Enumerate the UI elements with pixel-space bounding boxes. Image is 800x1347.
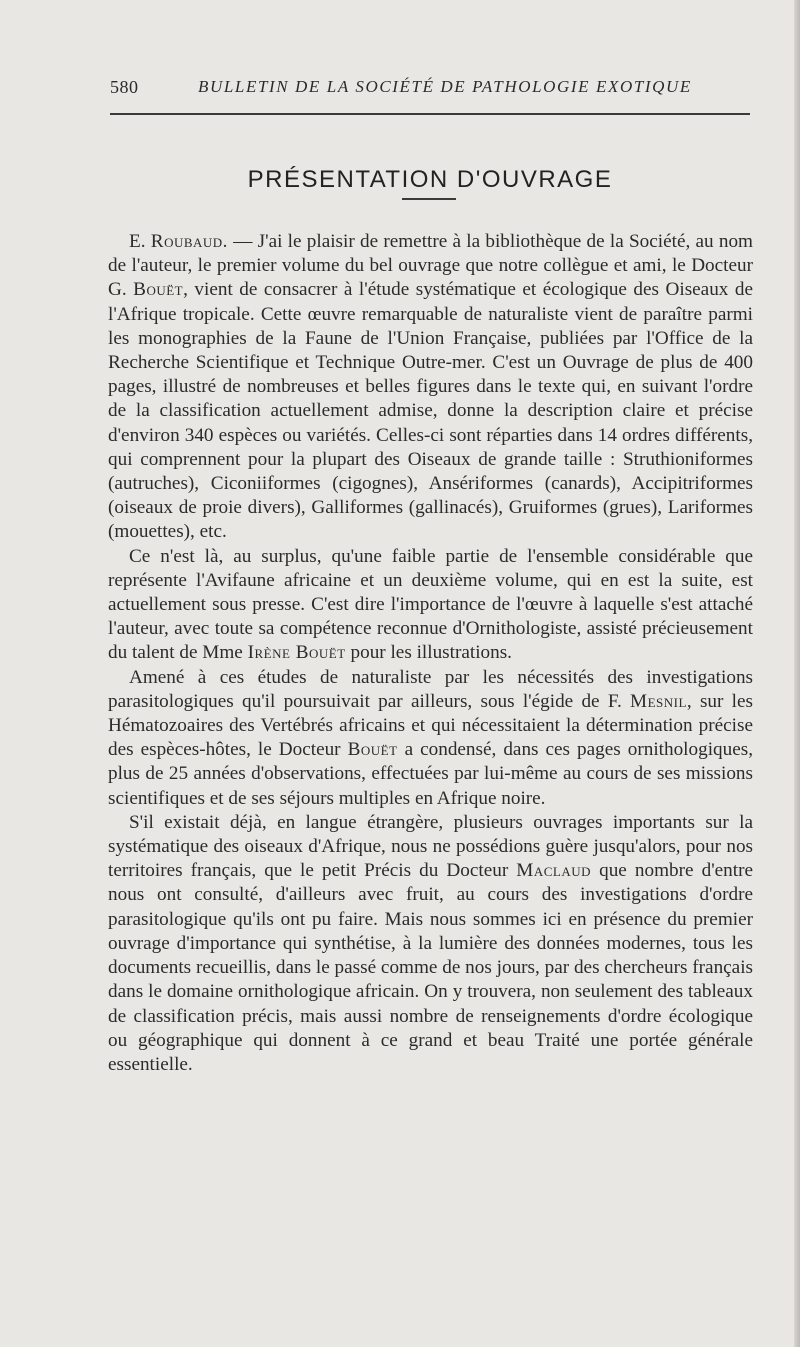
paragraph-3-text-2: , sur les Hématozoaires des Vertébrés africains et qui nécessitaient la détermination précise des espèces-hôtes, le Docteur [108,690,753,761]
article-body [108,230,753,1077]
paragraph-4 [108,811,753,1077]
illustrator-name: Irène Bouët [247,642,346,664]
running-title: BULLETIN DE LA SOCIÉTÉ DE PATHOLOGIE EXOTIQUE [198,77,692,96]
name-bouet: Bouët [347,739,398,761]
section-title: PRÉSENTATION D'OUVRAGE [247,166,613,194]
paragraph-2 [108,545,753,666]
paragraph-3 [108,666,753,811]
paragraph-1 [108,230,753,545]
paragraph-4-text: S'il existait déjà, en langue étrangère, plusieurs ouvrages importants sur la systématique des oiseaux d'Afrique, nous ne possédions guère jusqu'alors, pour nos territoires français, que le petit Précis du Docteur [108,811,753,882]
page-number: 580 [110,77,139,97]
paragraph-3-text-3: a condensé, dans ces pages ornithologiques, plus de 25 années d'observations, effectuées par lui-même au cours de ses missions scientifiques et de ses séjours multiples en Afrique noire. [108,739,753,809]
paragraph-3-text: Amené à ces études de naturaliste par les nécessités des investigations parasitologiques qu'il poursuivait par ailleurs, sous l'égide de F. [108,666,753,712]
running-header [110,77,750,103]
name-mesnil: Mesnil [630,690,687,712]
name-maclaud: Maclaud [516,860,592,882]
paragraph-4-text-2: que nombre d'entre nous ont consulté, d'ailleurs avec fruit, au cours des investigations d'ordre parasitologique qu'ils ont pu faire. Mais nous sommes ici en présence du premier ouvrage d'importance qui synthétise, à la lumière des données modernes, tous les documents recueillis, dans le passé comme de nos jours, par des chercheurs français dans le domaine ornithologique africain. On y trouvera, non seulement des tableaux de classification précis, mais aussi nombre de renseignements d'ordre écologique ou géographique qui donnent à ce grand et beau Traité une portée générale essentielle. [108,860,753,1075]
title-separator-rule [402,198,456,200]
author-prefix: E. [129,231,151,252]
author-name-bouet: Bouët [133,279,184,301]
header-rule [110,113,750,115]
paragraph-2-text: Ce n'est là, au surplus, qu'une faible partie de l'ensemble considérable que représente l'Avifaune africaine et un deuxième volume, qui en est la suite, est actuellement sous presse. C'est dire l'importance de l'œuvre à laquelle s'est attaché l'auteur, avec toute sa compétence reconnue d'Ornithologiste, assisté précieusement du talent de Mme [108,545,753,664]
paragraph-1-text-2: , vient de consacrer à l'étude systématique et écologique des Oiseaux de l'Afrique tropicale. Cette œuvre remarquable de naturaliste vient de paraître parmi les monographies de la Faune de l'Union Française, publiées par l'Office de la Recherche Scientifique et Technique Outre-mer. C'est un Ouvrage de plus de 400 pages, illustré de nombreuses et belles figures dans le texte qui, en suivant l'ordre de la classification actuellement admise, donne la description claire et précise d'environ 340 espèces ou variétés. Celles-ci sont réparties dans 14 ordres différents, qui comprennent pour la plupart des Oiseaux de grande taille : Struthioniformes (autruches), Ciconiiformes (cigognes), Ansériformes (canards), Accipitriformes (oiseaux de proie divers), Galliformes (gallinacés), Gruiformes (grues), Lariformes (mouettes), etc. [108,279,753,543]
author-name: Roubaud. [150,231,228,252]
paragraph-1-text: — J'ai le plaisir de remettre à la bibliothèque de la Société, au nom de l'auteur, le premier volume du bel ouvrage que notre collègue et ami, le Docteur G. [108,231,753,301]
paragraph-2-text-2: pour les illustrations. [345,642,512,664]
page-edge [794,0,800,1347]
